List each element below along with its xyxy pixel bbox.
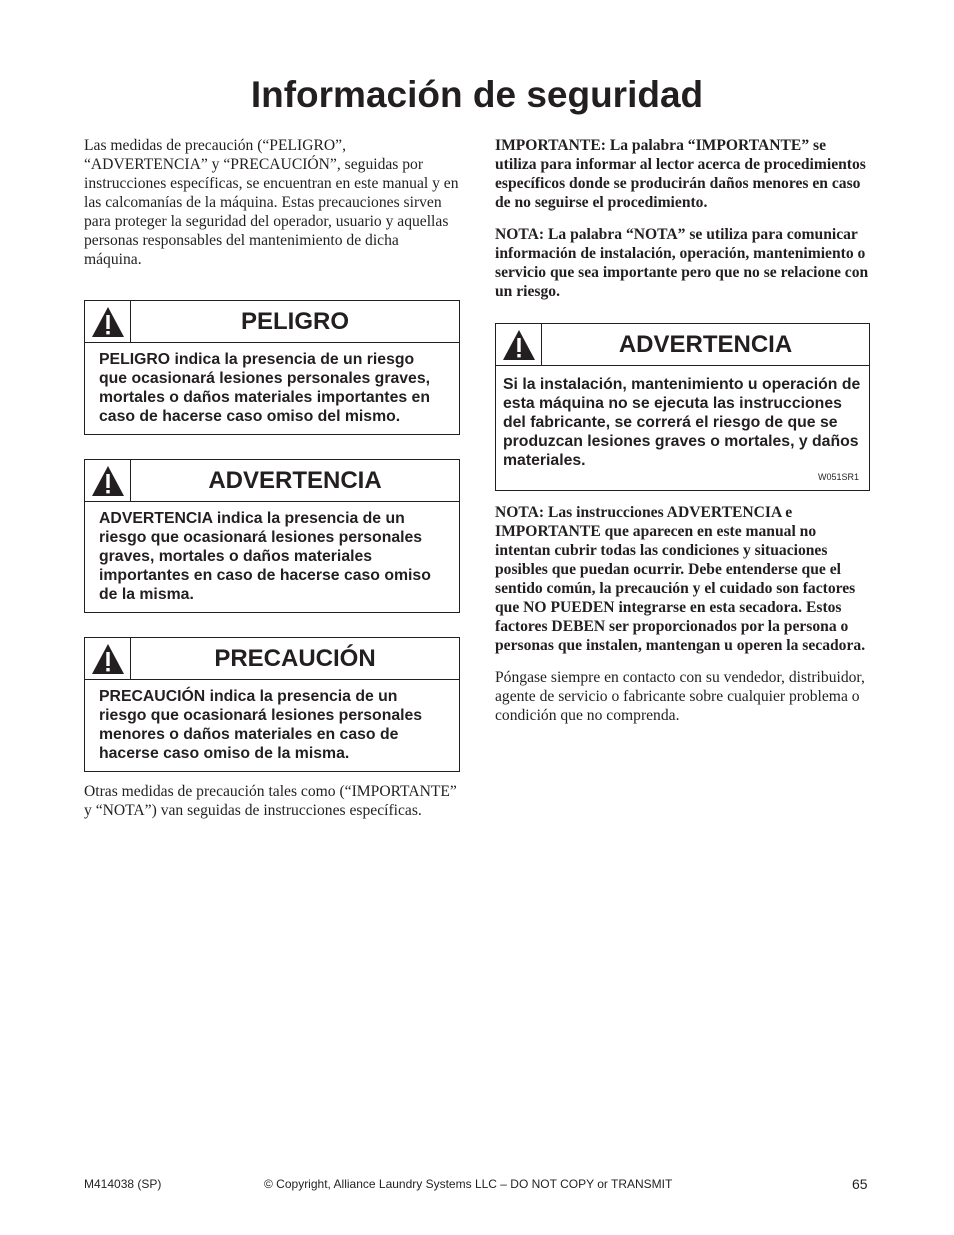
warning-code: W051SR1 bbox=[817, 472, 859, 482]
precaucion-text: PRECAUCIÓN indica la presencia de un riesgo que ocasionará lesiones personales menores o daños materiales en caso de hacerse caso omiso de la misma. bbox=[99, 688, 423, 762]
warning-triangle-icon bbox=[85, 301, 131, 342]
advertencia-box bbox=[84, 459, 460, 613]
page-number: 65 bbox=[852, 1176, 868, 1192]
peligro-box bbox=[84, 300, 460, 435]
left-column bbox=[84, 136, 460, 820]
machine-warning-text: Si la instalación, mantenimiento u operación de esta máquina no se ejecuta las instrucciones del fabricante, se correrá el riesgo de que se produzcan lesiones graves o mortales, y daños materiales. bbox=[503, 376, 861, 469]
nota-limits-paragraph: NOTA: Las instrucciones ADVERTENCIA e IMPORTANTE que aparecen en este manual no intentan cubrir todas las condiciones y situaciones posibles que puedan ocurrir. Debe entenderse que el sentido común, la precaución y el cuidado son factores que NO PUEDEN integrarse en esta secadora. Estos factores DEBEN ser proporcionados por la persona o personas que instalen, mantengan u operen la secadora. bbox=[495, 504, 866, 654]
advertencia-heading: ADVERTENCIA bbox=[208, 467, 382, 494]
advertencia-text: ADVERTENCIA indica la presencia de un riesgo que ocasionará lesiones personales graves, mortales o daños materiales importantes en caso de hacerse caso omiso de la misma. bbox=[99, 510, 431, 603]
right-column bbox=[495, 136, 870, 725]
machine-warning-heading: ADVERTENCIA bbox=[618, 331, 793, 358]
advertencia-header bbox=[85, 460, 459, 502]
footer-doc-id: M414038 (SP) bbox=[84, 1177, 162, 1191]
peligro-header bbox=[85, 301, 459, 343]
warning-triangle-icon bbox=[85, 460, 131, 501]
peligro-heading: PELIGRO bbox=[240, 308, 349, 335]
precaucion-header bbox=[85, 638, 459, 680]
footer-copyright: © Copyright, Alliance Laundry Systems LLC – DO NOT COPY or TRANSMIT bbox=[264, 1177, 673, 1191]
importante-paragraph: IMPORTANTE: La palabra “IMPORTANTE” se utiliza para informar al lector acerca de procedimientos específicos donde se producirán daños menores en caso de no seguirse el procedimiento. bbox=[495, 137, 866, 211]
precaucion-box bbox=[84, 637, 460, 772]
page-title: Información de seguridad bbox=[250, 74, 704, 115]
machine-warning-header bbox=[496, 324, 869, 366]
contact-paragraph: Póngase siempre en contacto con su vendedor, distribuidor, agente de servicio o fabricante sobre cualquier problema o condición que no comprenda. bbox=[495, 669, 865, 724]
intro-paragraph: Las medidas de precaución (“PELIGRO”, “ADVERTENCIA” y “PRECAUCIÓN”, seguidas por instrucciones específicas, se encuentran en este manual y en las calcomanías de la máquina. Estas precauciones sirven para proteger la seguridad del operador, usuario y aquellas personas responsables del mantenimiento de dicha máquina. bbox=[84, 137, 459, 268]
outro-paragraph: Otras medidas de precaución tales como (“IMPORTANTE” y “NOTA”) van seguidas de instrucciones específicas. bbox=[84, 783, 457, 819]
nota-paragraph: NOTA: La palabra “NOTA” se utiliza para comunicar información de instalación, operación, mantenimiento o servicio que sea importante pero que no se relacione con un riesgo. bbox=[495, 226, 869, 300]
machine-warning-box bbox=[495, 323, 870, 491]
warning-triangle-icon bbox=[85, 638, 131, 679]
precaucion-heading: PRECAUCIÓN bbox=[214, 645, 376, 672]
warning-triangle-icon bbox=[496, 324, 542, 365]
peligro-text: PELIGRO indica la presencia de un riesgo que ocasionará lesiones personales graves, mortales o daños materiales importantes en caso de hacerse caso omiso del mismo. bbox=[99, 351, 431, 425]
